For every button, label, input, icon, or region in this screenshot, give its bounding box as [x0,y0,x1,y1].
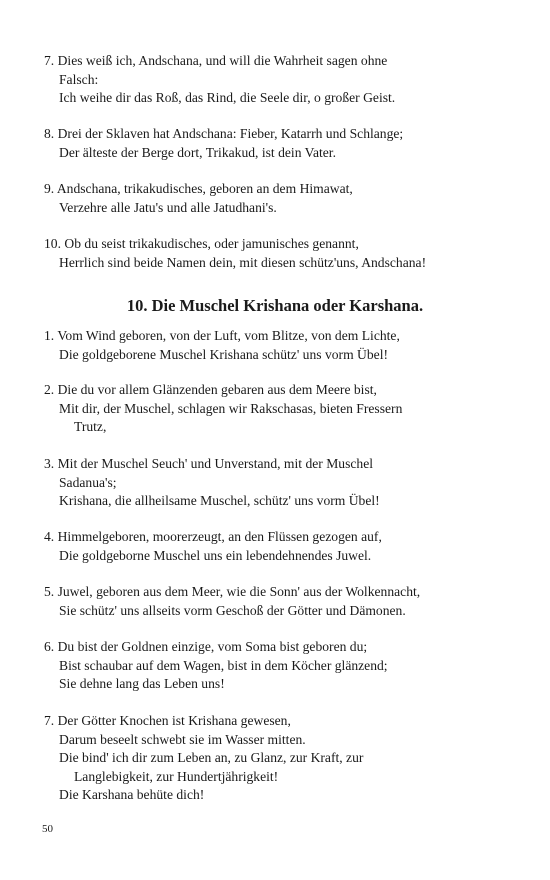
verse-4 [44,528,514,565]
verse-line: Verzehre alle Jatu's und alle Jatudhani's. [59,199,277,215]
verse-7 [44,712,514,805]
verse-3 [44,455,514,511]
verse-line: Die goldgeborene Muschel Krishana schütz' uns vorm Übel! [59,346,388,362]
verse-10-prev [44,235,514,272]
verse-line: 7. Der Götter Knochen ist Krishana gewesen, [44,713,291,728]
verse-line: 8. Drei der Sklaven hat Andschana: Fieber, Katarrh und Schlange; [44,126,404,141]
verse-line: Ich weihe dir das Roß, das Rind, die Seele dir, o großer Geist. [59,90,396,105]
verse-9-prev [44,180,514,217]
verse-line: Sie schütz' uns allseits vorm Geschoß der Götter und Dämonen. [59,602,406,618]
verse-line: Der älteste der Berge dort, Trikakud, ist dein Vater. [59,144,336,160]
verse-line: 7. Dies weiß ich, Andschana, und will die Wahrheit sagen ohne [44,53,388,68]
verse-line: 3. Mit der Muschel Seuch' und Unverstand, mit der Muschel [44,456,374,471]
verse-line: Die goldgeborne Muschel uns ein lebendehnendes Juwel. [59,547,372,563]
verse-line: Mit dir, der Muschel, schlagen wir Rakschasas, bieten Fressern [59,400,403,416]
verse-line: Herrlich sind beide Namen dein, mit diesen schütz'uns, Andschana! [59,254,427,270]
verse-8-prev [44,125,514,162]
verse-line: Krishana, die allheilsame Muschel, schütz' uns vorm Übel! [59,493,380,508]
verse-line: Die bind' ich dir zum Leben an, zu Glanz, zur Kraft, zur [59,750,364,765]
verse-line: 4. Himmelgeboren, moorerzeugt, an den Flüssen gezogen auf, [44,529,382,544]
verse-line: 2. Die du vor allem Glänzenden gebaren aus dem Meere bist, [44,382,377,397]
page-number: 50 [42,823,53,835]
verse-2 [44,381,514,437]
verse-line: 10. Ob du seist trikakudisches, oder jamunisches genannt, [44,236,359,251]
verse-line: Die Karshana behüte dich! [59,787,205,802]
verse-line: Langlebigkeit, zur Hundertjährigkeit! [74,768,279,784]
verse-line: 5. Juwel, geboren aus dem Meer, wie die Sonn' aus der Wolkennacht, [44,584,421,599]
verse-5 [44,583,514,620]
verse-line: 1. Vom Wind geboren, von der Luft, vom Blitze, von dem Lichte, [44,328,400,343]
verse-6 [44,638,514,694]
verse-line: Bist schaubar auf dem Wagen, bist in dem Köcher glänzend; [59,657,388,673]
verse-line: Trutz, [74,419,107,434]
section-heading: 10. Die Muschel Krishana oder Karshana. [126,296,424,315]
verse-line: 6. Du bist der Goldnen einzige, vom Soma bist geboren du; [44,639,368,654]
verse-line: Darum beseelt schwebt sie im Wasser mitten. [59,731,306,747]
verse-1 [44,327,514,364]
verse-line: Sie dehne lang das Leben uns! [59,676,225,691]
verse-line: Sadanua's; [59,474,117,490]
verse-line: 9. Andschana, trikakudisches, geboren an dem Himawat, [44,181,353,196]
verse-7-prev [44,52,514,108]
verse-line: Falsch: [59,71,99,87]
